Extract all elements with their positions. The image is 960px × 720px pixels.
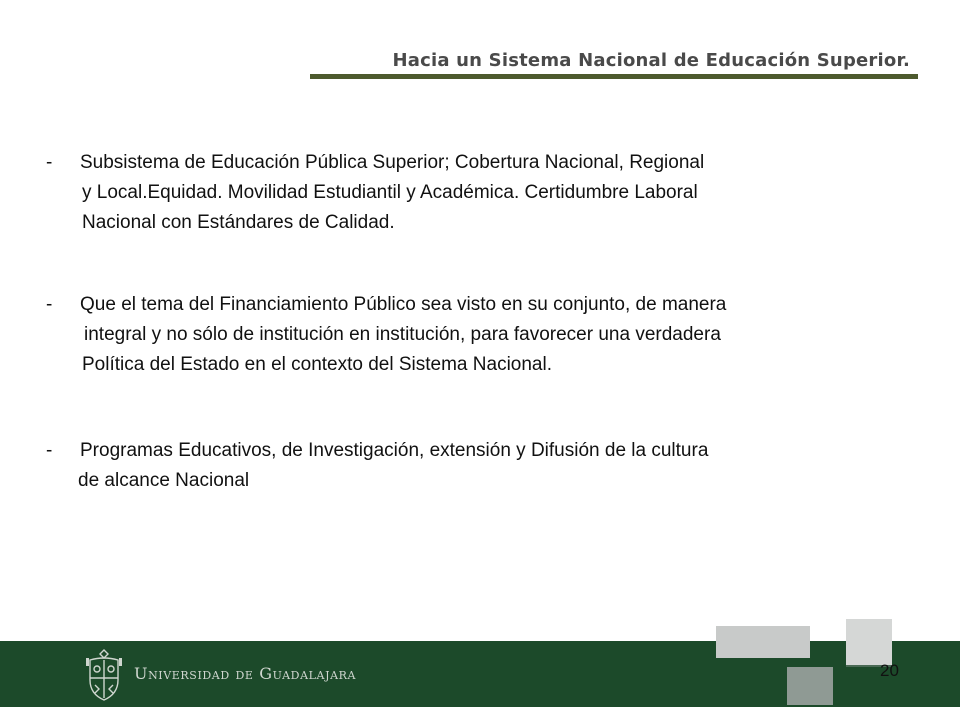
decorative-block	[787, 667, 833, 705]
bullet-marker: -	[46, 152, 53, 173]
university-crest-icon	[84, 648, 124, 702]
title-underline	[310, 74, 918, 79]
bullet-line: Que el tema del Financiamiento Público sea visto en su conjunto, de manera	[80, 294, 727, 315]
bullet-line: y Local.Equidad. Movilidad Estudiantil y Académica. Certidumbre Laboral	[82, 182, 698, 203]
bullet-marker: -	[46, 294, 53, 315]
university-name: Universidad de Guadalajara	[134, 664, 357, 683]
bullet-item	[46, 290, 726, 380]
bullet-line: Nacional con Estándares de Calidad.	[82, 212, 395, 233]
page-number: 20	[880, 661, 899, 680]
footer-bottom-strip	[0, 707, 960, 720]
decorative-block	[716, 626, 810, 658]
bullet-line: Subsistema de Educación Pública Superior; Cobertura Nacional, Regional	[80, 152, 705, 173]
decorative-block	[846, 619, 892, 665]
bullet-line: de alcance Nacional	[78, 470, 250, 491]
bullet-line: Programas Educativos, de Investigación, extensión y Difusión de la cultura	[80, 440, 709, 461]
slide-title: Hacia un Sistema Nacional de Educación Superior.	[392, 50, 910, 71]
bullet-line: integral y no sólo de institución en institución, para favorecer una verdadera	[84, 324, 721, 345]
bullet-item	[46, 148, 704, 238]
bullet-marker: -	[46, 440, 53, 461]
bullet-line: Política del Estado en el contexto del Sistema Nacional.	[82, 354, 552, 375]
bullet-item	[46, 436, 708, 496]
